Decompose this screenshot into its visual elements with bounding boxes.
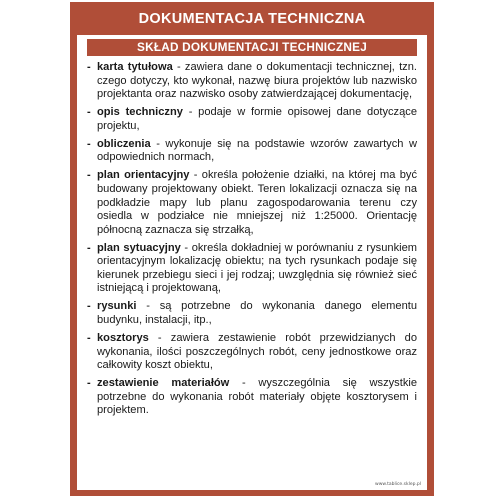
list-dash: - [87,332,91,345]
term-label: opis techniczny [97,106,183,119]
list-item [87,332,417,373]
list-item [87,300,417,327]
term-label: plan orientacyjny [97,169,190,182]
list-dash: - [87,169,91,182]
term-label: plan sytuacyjny [97,241,181,254]
list-dash: - [87,61,91,73]
term-description: - zawiera zestawienie robót przewidzianych do wykonania, ilości poszczególnych robót, ceny jednostkowe oraz całkowity koszt obiektu, [97,332,417,372]
publisher-mark: www.tablice.sklep.pl [375,482,421,487]
term-label: kosztorys [97,332,149,345]
term-description: - określa położenie działki, na której ma być budowany projektowany obiekt. Teren lokalizacji oznacza się na podkładzie mapy lub planu zagospodarowania terenu czy osiedla w podziałce nie mniejszej niż 1:25000. Orientację północną zaznacza się strzałką, [97,169,417,236]
list-dash: - [87,377,91,390]
list-item [87,106,417,133]
list-dash: - [87,137,91,150]
list-item [87,169,417,237]
term-description: - są potrzebne do wykonania danego elementu budynku, instalacji, itp., [97,300,417,327]
term-description: - wyszczególnia się wszystkie potrzebne do wykonania robót materiały objęte kosztorysem i projektem. [97,377,417,417]
term-description: - wykonuje się na podstawie wzorów zawartych w odpowiednich normach, [97,137,417,164]
list-item [87,138,417,165]
list-dash: - [87,241,91,254]
section-heading: SKŁAD DOKUMENTACJI TECHNICZNEJ [87,39,417,56]
definition-list [87,61,417,418]
term-label: obliczenia [97,137,151,150]
term-label: rysunki [97,300,137,313]
list-item [87,242,417,296]
list-dash: - [87,300,91,313]
term-description: - zawiera dane o dokumentacji technicznej, tzn. czego dotyczy, kto wykonał, nazwę biura projektów lub nazwisko projektanta oraz nazwisko osoby zatwierdzającej dokumentację, [97,61,417,101]
term-label: zestawienie materiałów [97,377,230,390]
content-panel [77,35,427,490]
page-title: DOKUMENTACJA TECHNICZNA [138,11,366,27]
term-label: karta tytułowa [97,61,173,73]
list-item [87,377,417,418]
list-dash: - [87,106,91,119]
poster [70,2,434,496]
term-description: - określa dokładniej w porównaniu z rysunkiem orientacyjnym lokalizację obiektu; na tych rysunkach podaje się kierunek przebiegu sieci i jej rodzaj; uwzględnia się również sieć istniejącą i projektowaną, [97,241,417,295]
list-item [87,61,417,102]
term-description: - podaje w formie opisowej dane dotyczące projektu, [97,106,417,132]
